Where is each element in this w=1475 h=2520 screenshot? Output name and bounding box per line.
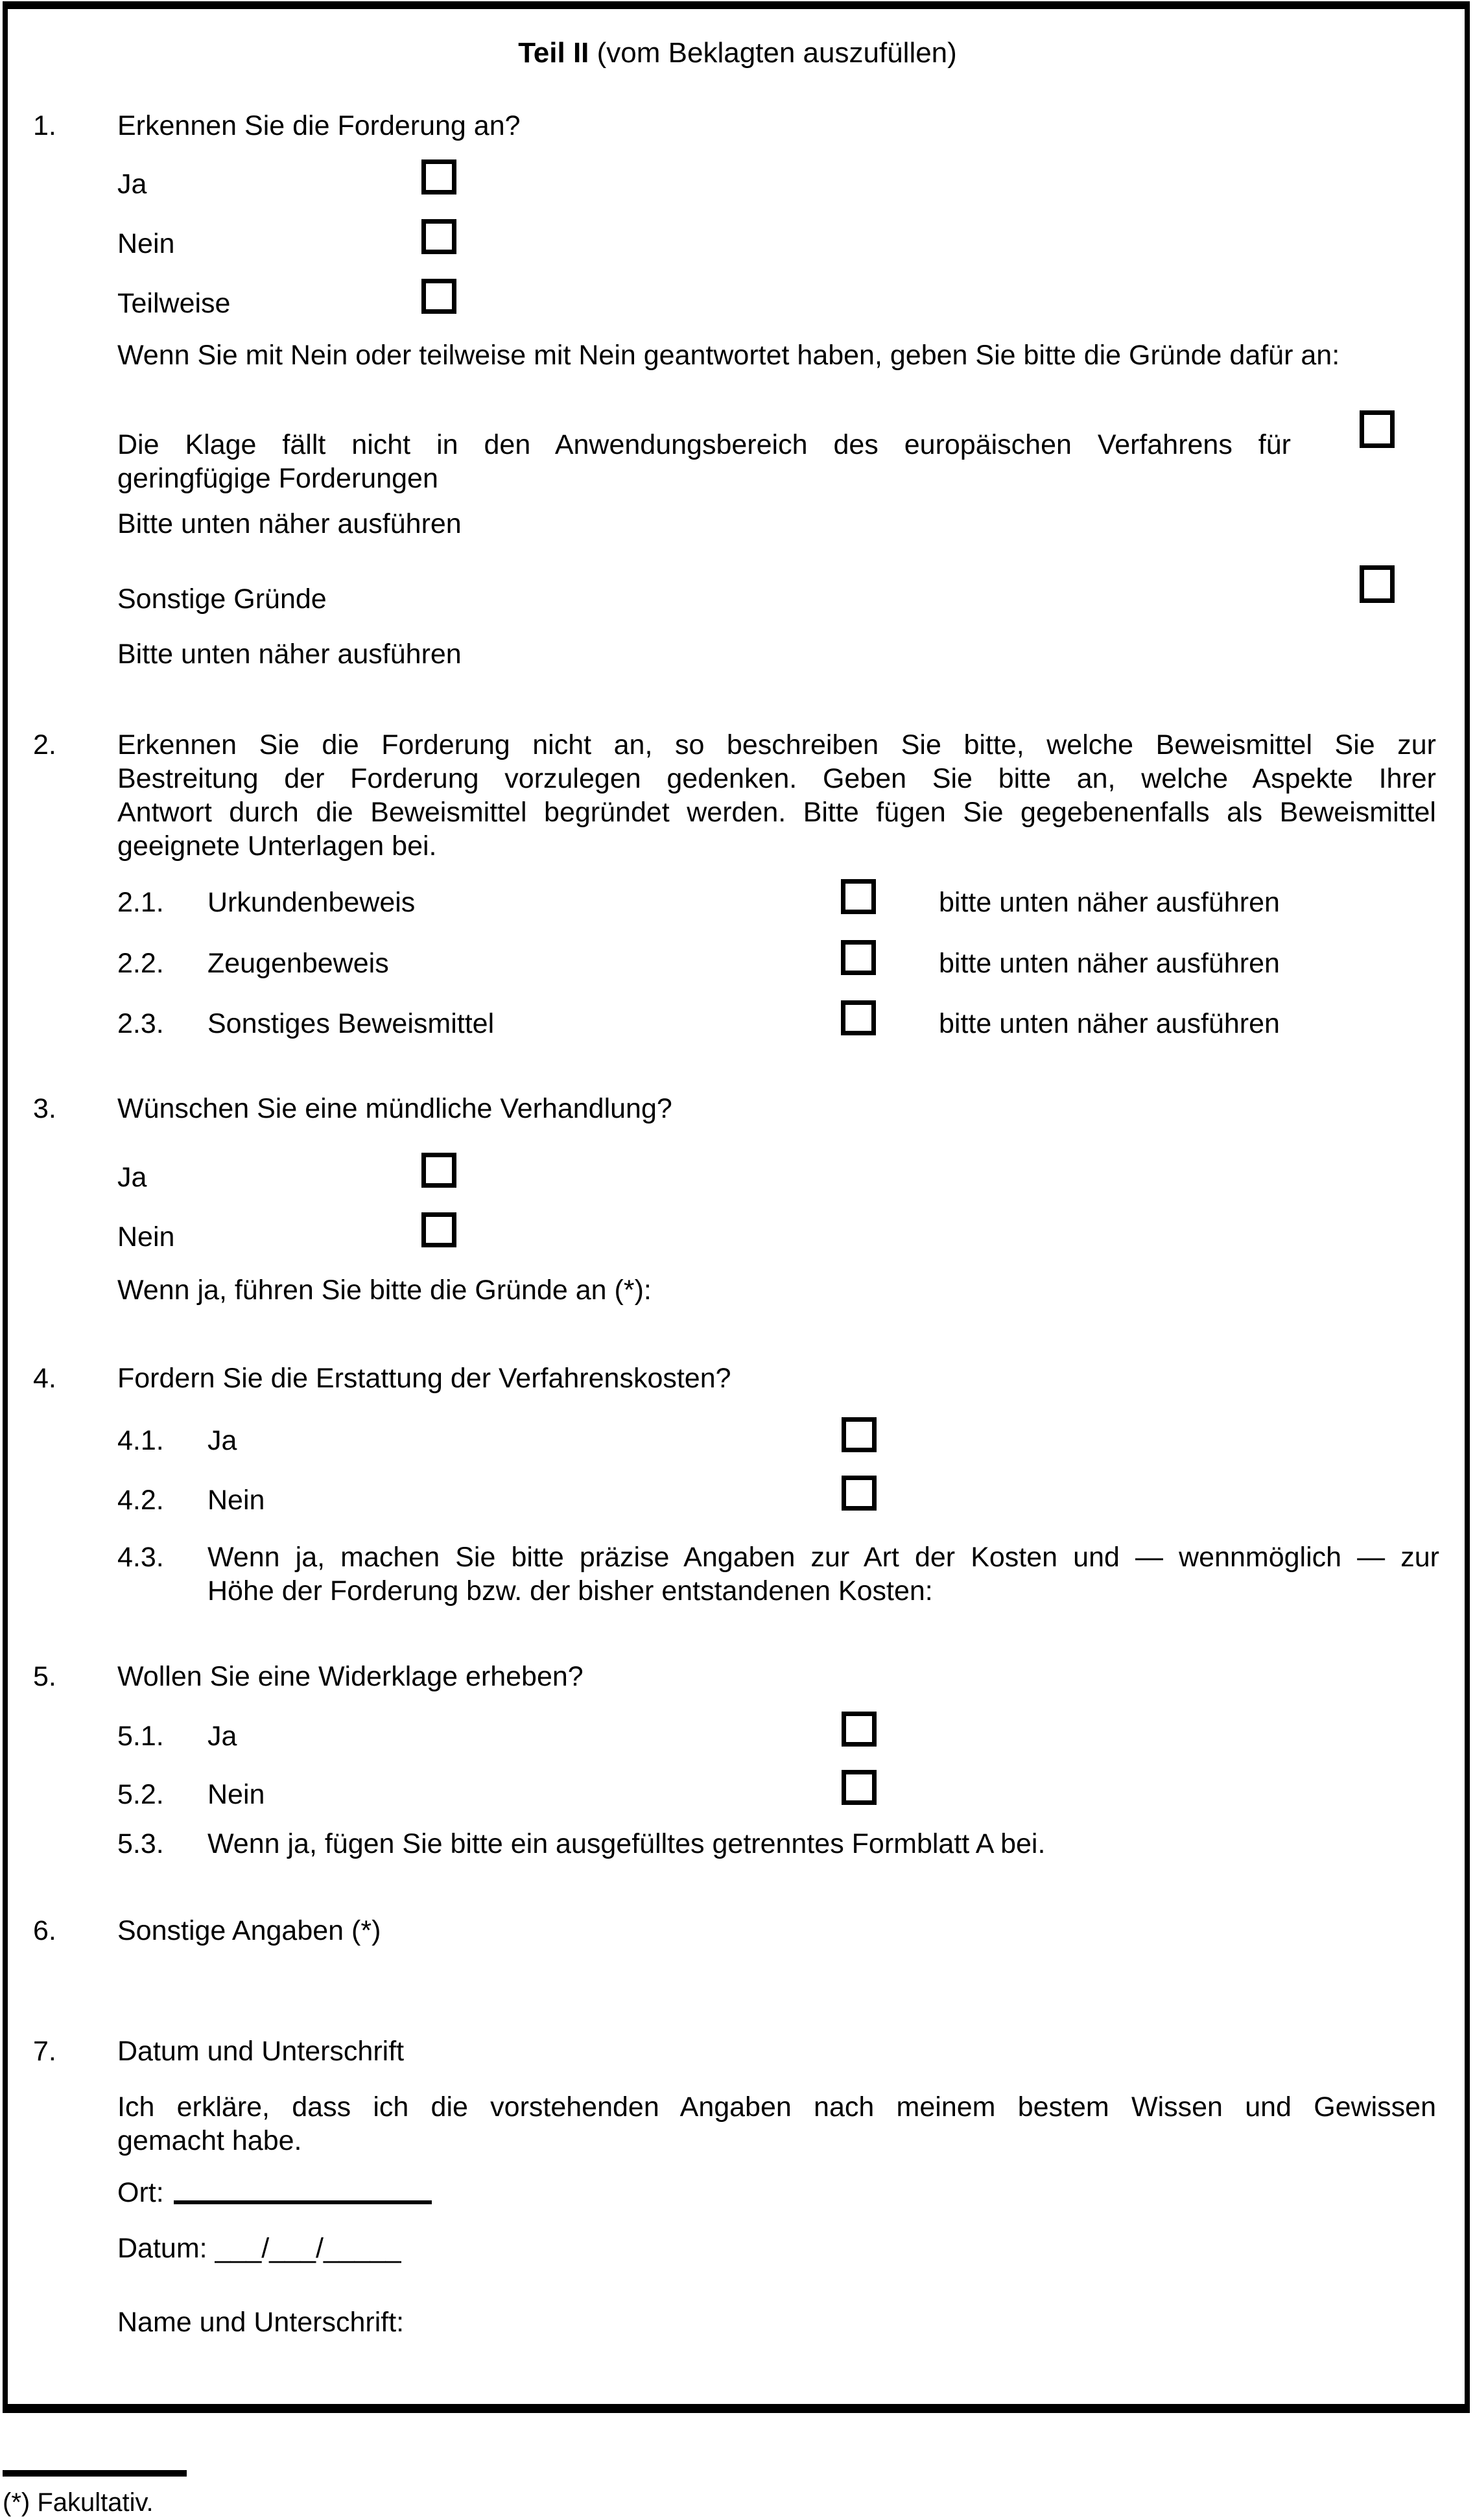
q2-item2-label: Zeugenbeweis xyxy=(207,948,389,979)
q1-question: Erkennen Sie die Forderung an? xyxy=(117,110,521,141)
datum-label: Datum: xyxy=(117,2233,207,2264)
q5-ja-label: Ja xyxy=(207,1721,237,1752)
footnote-divider xyxy=(3,2470,187,2477)
q5-item1-number: 5.1. xyxy=(117,1721,164,1752)
q1-reason-scope-line2: geringfügige Forderungen xyxy=(117,463,438,494)
q2-number: 2. xyxy=(33,729,56,760)
q1-teilweise-label: Teilweise xyxy=(117,288,231,319)
checkbox-q4-nein[interactable] xyxy=(842,1476,877,1511)
page-title-subtitle: (vom Beklagten auszufüllen) xyxy=(589,37,957,69)
q5-item3-number: 5.3. xyxy=(117,1828,164,1859)
q2-item3-label: Sonstiges Beweismittel xyxy=(207,1008,495,1039)
q5-question: Wollen Sie eine Widerklage erheben? xyxy=(117,1661,584,1692)
name-unterschrift-label: Name und Unterschrift: xyxy=(117,2307,405,2338)
checkbox-q1-teilweise[interactable] xyxy=(421,279,456,314)
q2-question xyxy=(117,728,1436,863)
q4-item3-line2: Höhe der Forderung bzw. der bisher entstandenen Kosten: xyxy=(207,1575,933,1607)
q1-reason-other-label: Sonstige Gründe xyxy=(117,583,327,615)
q3-question: Wünschen Sie eine mündliche Verhandlung? xyxy=(117,1093,672,1124)
datum-blank-fields[interactable]: ___/___/_____ xyxy=(215,2233,401,2264)
checkbox-q2-sonstiges-beweismittel[interactable] xyxy=(841,1000,876,1035)
q4-nein-label: Nein xyxy=(207,1485,265,1516)
q4-item3-text xyxy=(207,1540,1439,1608)
checkbox-q3-ja[interactable] xyxy=(421,1153,456,1188)
q2-question-line3: Antwort durch die Beweismittel begründet werden. Bitte fügen Sie gegebenenfalls als Beweismittel xyxy=(117,797,1436,828)
q3-number: 3. xyxy=(33,1093,56,1124)
q1-reason-other-note: Bitte unten näher ausführen xyxy=(117,639,462,670)
checkbox-q2-zeugenbeweis[interactable] xyxy=(841,940,876,975)
checkbox-q1-reason-scope[interactable] xyxy=(1360,410,1395,448)
q1-nein-label: Nein xyxy=(117,228,175,259)
q4-number: 4. xyxy=(33,1363,56,1394)
q1-ja-label: Ja xyxy=(117,169,147,200)
q7-declaration-line2: gemacht habe. xyxy=(117,2125,302,2156)
q7-declaration-line1: Ich erkläre, dass ich die vorstehenden Angaben nach meinem bestem Wissen und Gewissen xyxy=(117,2091,1436,2123)
checkbox-q3-nein[interactable] xyxy=(421,1212,456,1247)
q6-number: 6. xyxy=(33,1915,56,1946)
q2-item1-note: bitte unten näher ausführen xyxy=(939,887,1280,918)
checkbox-q5-ja[interactable] xyxy=(842,1712,877,1747)
q2-item2-note: bitte unten näher ausführen xyxy=(939,948,1280,979)
q6-question: Sonstige Angaben (*) xyxy=(117,1915,381,1946)
ort-label: Ort: xyxy=(117,2177,164,2208)
checkbox-q2-urkundenbeweis[interactable] xyxy=(841,879,876,914)
q1-hint: Wenn Sie mit Nein oder teilweise mit Nein geantwortet haben, geben Sie bitte die Gründe dafür an: xyxy=(117,340,1340,371)
q2-item1-number: 2.1. xyxy=(117,887,164,918)
q1-number: 1. xyxy=(33,110,56,141)
q3-ja-label: Ja xyxy=(117,1162,147,1193)
q3-hint: Wenn ja, führen Sie bitte die Gründe an (*): xyxy=(117,1275,652,1306)
page-title-part: Teil II xyxy=(518,37,589,69)
q7-number: 7. xyxy=(33,2036,56,2067)
q2-question-line4: geeignete Unterlagen bei. xyxy=(117,830,437,862)
q2-item3-number: 2.3. xyxy=(117,1008,164,1039)
q2-question-line1: Erkennen Sie die Forderung nicht an, so beschreiben Sie bitte, welche Beweismittel Sie zur xyxy=(117,729,1436,760)
q4-item2-number: 4.2. xyxy=(117,1485,164,1516)
q2-item2-number: 2.2. xyxy=(117,948,164,979)
checkbox-q5-nein[interactable] xyxy=(842,1770,877,1805)
footnote-text: (*) Fakultativ. xyxy=(3,2488,154,2517)
q5-item2-number: 5.2. xyxy=(117,1779,164,1810)
q5-nein-label: Nein xyxy=(207,1779,265,1810)
checkbox-q1-reason-other[interactable] xyxy=(1360,565,1395,603)
q7-declaration xyxy=(117,2090,1436,2158)
q2-item1-label: Urkundenbeweis xyxy=(207,887,416,918)
checkbox-q4-ja[interactable] xyxy=(842,1417,877,1452)
q4-ja-label: Ja xyxy=(207,1425,237,1456)
q1-reason-scope-text xyxy=(117,428,1291,495)
q4-item3-line1: Wenn ja, machen Sie bitte präzise Angaben zur Art der Kosten und — wennmöglich — zur xyxy=(207,1542,1439,1573)
q1-reason-scope-note: Bitte unten näher ausführen xyxy=(117,508,462,539)
page-title xyxy=(0,36,1475,70)
q4-item1-number: 4.1. xyxy=(117,1425,164,1456)
q5-item3-text: Wenn ja, fügen Sie bitte ein ausgefülltes getrenntes Formblatt A bei. xyxy=(207,1828,1046,1859)
q7-question: Datum und Unterschrift xyxy=(117,2036,405,2067)
q3-nein-label: Nein xyxy=(117,1221,175,1253)
q5-number: 5. xyxy=(33,1661,56,1692)
checkbox-q1-nein[interactable] xyxy=(421,219,456,254)
ort-blank-line[interactable] xyxy=(174,2200,432,2204)
checkbox-q1-ja[interactable] xyxy=(421,159,456,194)
q4-item3-number: 4.3. xyxy=(117,1542,164,1573)
q4-question: Fordern Sie die Erstattung der Verfahrenskosten? xyxy=(117,1363,731,1394)
q2-item3-note: bitte unten näher ausführen xyxy=(939,1008,1280,1039)
q1-reason-scope-line1: Die Klage fällt nicht in den Anwendungsbereich des europäischen Verfahrens für xyxy=(117,429,1291,460)
datum-row xyxy=(117,2231,401,2265)
q2-question-line2: Bestreitung der Forderung vorzulegen gedenken. Geben Sie bitte an, welche Aspekte Ihrer xyxy=(117,763,1436,794)
